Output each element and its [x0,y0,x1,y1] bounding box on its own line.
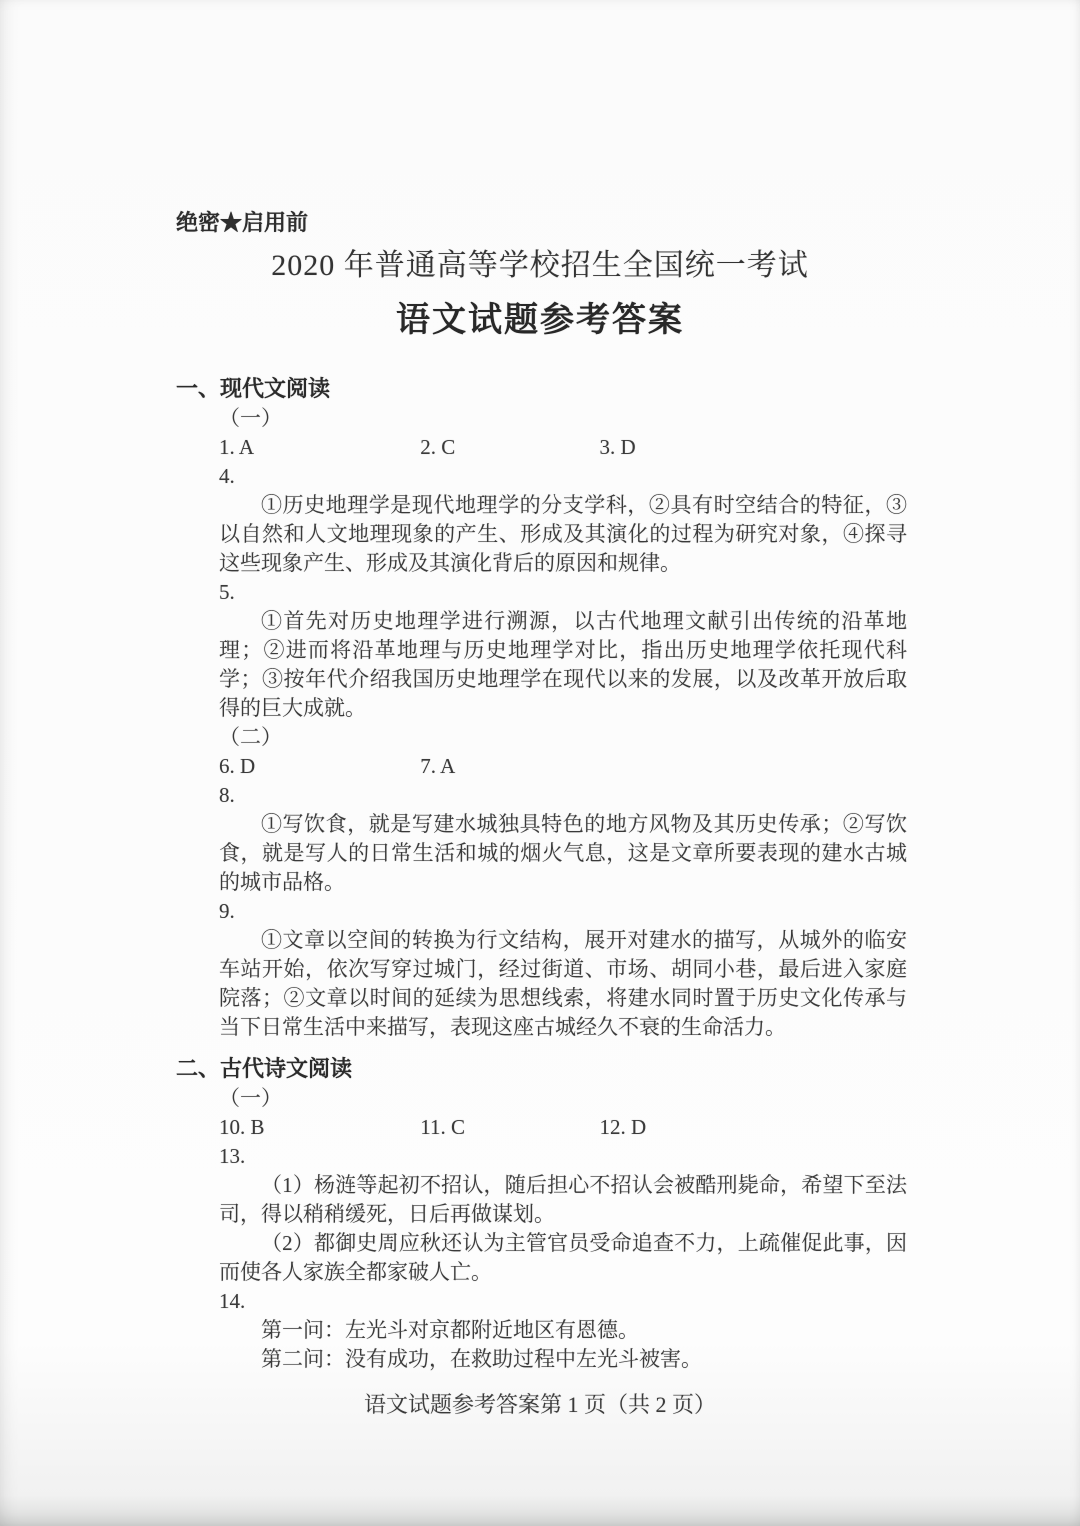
part-label: （一） [219,406,282,430]
answer-choice-q7: 7. A [420,754,456,778]
answer-choice-q11: 11. C [420,1115,465,1139]
answer-choice-q12: 12. D [599,1115,647,1139]
answer-paragraph-q4: ①历史地理学是现代地理学的分支学科，②具有时空结合的特征，③以自然和人文地理现象的产生、形成及其演化的过程为研究对象，④探寻这些现象产生、形成及其演化背后的原因和规律。 [219,493,907,575]
section-modern-reading-body [219,404,907,1042]
choice-answers-row [219,1113,907,1142]
answer-paragraph-q8: ①写饮食，就是写建水城独具特色的地方风物及其历史传承；②写饮食，就是写人的日常生活和城的烟火气息，这是文章所要表现的建水古城的城市品格。 [219,812,907,894]
question-number-13: 13. [219,1144,246,1168]
question-number-9: 9. [219,899,235,923]
section-classical-reading-body [219,1084,907,1374]
answer-choice-q10: 10. B [219,1115,265,1139]
part-label: （二） [219,725,282,749]
answer-choice-q2: 2. C [420,435,456,459]
answer-paragraph-q9: ①文章以空间的转换为行文结构，展开对建水的描写，从城外的临安车站开始，依次写穿过城门，经过街道、市场、胡同小巷，最后进入家庭院落；②文章以时间的延续为思想线索，将建水同时置于历史文化传承与当下日常生活中来描写，表现这座古城经久不衰的生命活力。 [219,928,907,1039]
answer-paragraph-q5: ①首先对历史地理学进行溯源，以古代地理文献引出传统的沿革地理；②进而将沿革地理与历史地理学对比，指出历史地理学依托现代科学；③按年代介绍我国历史地理学在现代以来的发展，以及改革开放后取得的巨大成就。 [219,609,907,720]
exam-title: 2020 年普通高等学校招生全国统一考试 [271,249,809,282]
answer-choice-q6: 6. D [219,754,256,778]
answer-paragraph-q13-part1: （1）杨涟等起初不招认，随后担心不招认会被酷刑毙命，希望下至法司，得以稍稍缓死，日后再做谋划。 [219,1173,907,1226]
question-number-14: 14. [219,1289,246,1313]
question-number-8: 8. [219,783,235,807]
section-heading-classical-reading: 二、古代诗文阅读 [176,1056,353,1081]
answer-paragraph-q13-part2: （2）都御史周应秋还认为主管官员受命追查不力，上疏催促此事，因而使各人家族全都家破人亡。 [219,1231,907,1284]
answer-line-q14-second: 第二问：没有成功，在救助过程中左光斗被害。 [261,1347,702,1371]
question-number-5: 5. [219,580,235,604]
page-footer: 语文试题参考答案第 1 页（共 2 页） [363,1392,716,1417]
choice-answers-row [219,433,907,462]
document-title: 语文试题参考答案 [396,301,684,339]
answer-line-q14-first: 第一问：左光斗对京都附近地区有恩德。 [261,1318,639,1342]
section-heading-modern-reading: 一、现代文阅读 [176,376,331,401]
answer-choice-q3: 3. D [599,435,636,459]
part-label: （一） [219,1086,282,1110]
question-number-4: 4. [219,464,235,488]
security-classification: 绝密★启用前 [176,210,309,235]
choice-answers-row [219,752,907,781]
answer-choice-q1: 1. A [219,435,255,459]
